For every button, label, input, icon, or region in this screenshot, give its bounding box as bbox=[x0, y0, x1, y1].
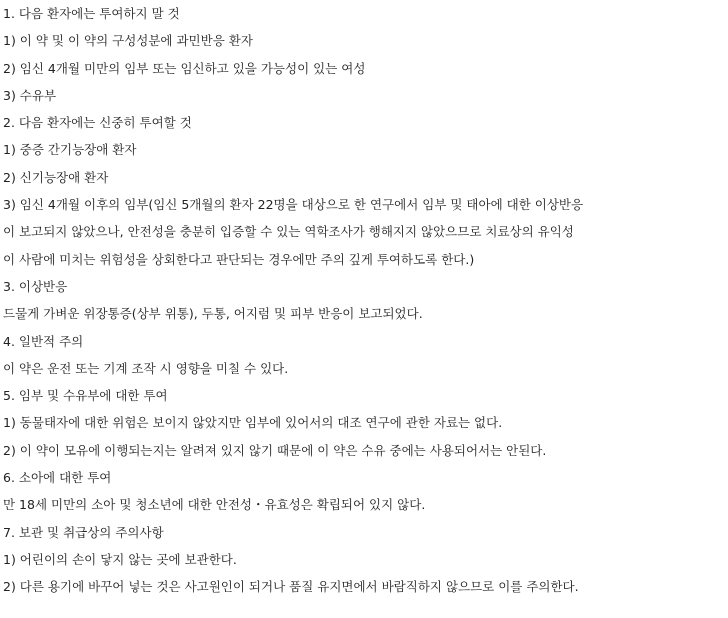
paragraph: 이 약은 운전 또는 기계 조작 시 영향을 미칠 수 있다. bbox=[3, 360, 289, 376]
section-heading-careful-administration: 2. 다음 환자에는 신중히 투여할 것 bbox=[3, 115, 192, 131]
paragraph: 드물게 가벼운 위장통증(상부 위통), 두통, 어지럼 및 피부 반응이 보고되었다. bbox=[3, 306, 423, 322]
list-item: 1) 어린이의 손이 닿지 않는 곳에 보관한다. bbox=[3, 551, 237, 567]
section-heading-general-precautions: 4. 일반적 주의 bbox=[3, 333, 84, 349]
paragraph-continuation: 이 사람에 미치는 위험성을 상회한다고 판단되는 경우에만 주의 깊게 투여하도록 한다.) bbox=[3, 251, 475, 267]
list-item: 2) 임신 4개월 미만의 임부 또는 임신하고 있을 가능성이 있는 여성 bbox=[3, 60, 366, 76]
list-item: 2) 다른 용기에 바꾸어 넣는 것은 사고원인이 되거나 품질 유지면에서 바람직하지 않으므로 이를 주의한다. bbox=[3, 579, 579, 595]
section-heading-pregnancy-lactation: 5. 임부 및 수유부에 대한 투여 bbox=[3, 388, 168, 404]
list-item: 2) 신기능장애 환자 bbox=[3, 169, 109, 185]
document-body bbox=[3, 0, 725, 601]
section-heading-pediatric-use: 6. 소아에 대한 투여 bbox=[3, 470, 112, 486]
list-item: 2) 이 약이 모유에 이행되는지는 알려져 있지 않기 때문에 이 약은 수유 중에는 사용되어서는 안된다. bbox=[3, 442, 547, 458]
section-heading-contraindications: 1. 다음 환자에는 투여하지 말 것 bbox=[3, 6, 180, 21]
list-item: 3) 수유부 bbox=[3, 87, 57, 103]
list-item: 1) 이 약 및 이 약의 구성성분에 과민반응 환자 bbox=[3, 33, 253, 49]
list-item: 1) 동물태자에 대한 위험은 보이지 않았지만 임부에 있어서의 대조 연구에 관한 자료는 없다. bbox=[3, 415, 503, 431]
list-item: 3) 임신 4개월 이후의 임부(임신 5개월의 환자 22명을 대상으로 한 연구에서 임부 및 태아에 대한 이상반응 bbox=[3, 197, 584, 213]
paragraph: 만 18세 미만의 소아 및 청소년에 대한 안전성・유효성은 확립되어 있지 않다. bbox=[3, 497, 426, 513]
section-heading-adverse-reactions: 3. 이상반응 bbox=[3, 278, 68, 294]
list-item: 1) 중증 간기능장애 환자 bbox=[3, 142, 137, 158]
section-heading-storage-handling: 7. 보관 및 취급상의 주의사항 bbox=[3, 524, 164, 540]
paragraph-continuation: 이 보고되지 않았으나, 안전성을 충분히 입증할 수 있는 역학조사가 행해지지 않았으므로 치료상의 유익성 bbox=[3, 224, 574, 240]
